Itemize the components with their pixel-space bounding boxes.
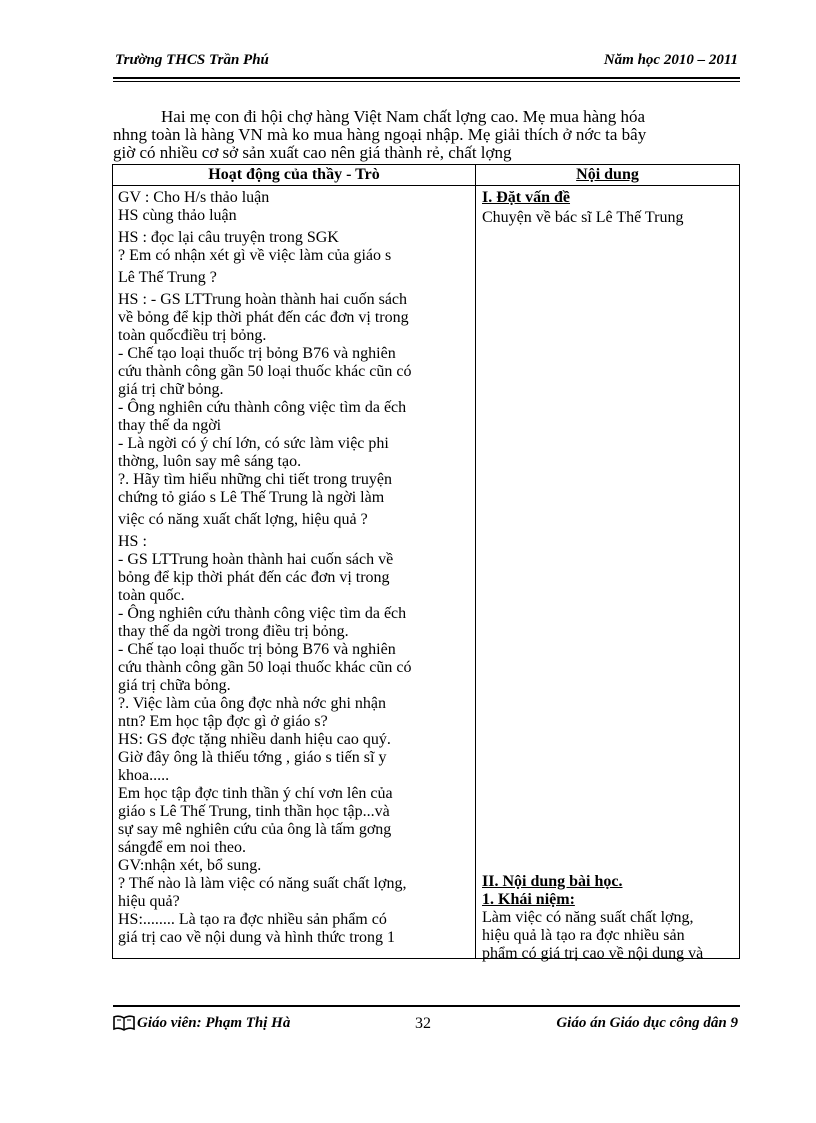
subject-title: Giáo án Giáo dục công dân 9 [556,1015,738,1031]
lesson-table [112,164,740,962]
activity-line: HS: GS đợc tặng nhiều danh hiệu cao quý. [118,731,391,748]
school-year: Năm học 2010 – 2011 [603,52,738,68]
activity-paragraph [118,229,470,265]
activity-line: GV : Cho H/s thảo luận [118,189,270,206]
intro-line: nhng toàn là hàng VN mà ko mua hàng ngoại nhập. Mẹ giải thích ở nớc ta bây [113,125,647,144]
activity-line: - Chế tạo loại thuốc trị bỏng B76 và nghiên [118,641,396,658]
activity-line: ? Em có nhận xét gì về việc làm của giáo s [118,247,392,264]
activity-line: thay thế da ngời [118,417,222,434]
activity-line: thờng, luôn say mê sáng tạo. [118,453,302,470]
col2-header: Nội dung [576,166,639,183]
activity-line: giá trị chữa bỏng. [118,677,231,694]
col1-header: Hoạt động của thầy - Trò [208,166,380,183]
activity-line: sự say mê nghiên cứu của ông là tấm gơng [118,821,392,838]
subsection-heading: 1. Khái niệm: [482,891,575,908]
page-header [113,52,740,74]
intro-line: Hai mẹ con đi hội chợ hàng Việt Nam chất lợng cao. Mẹ mua hàng hóa [161,107,646,126]
activity-line: về bỏng để kịp thời phát đến các đơn vị trong [118,309,409,326]
section-heading: II. Nội dung bài học. [482,873,623,890]
activity-line: giáo s Lê Thế Trung, tinh thần học tập...và [118,803,390,820]
activity-paragraph [118,533,470,947]
activity-line: Giờ đây ông là thiếu tớng , giáo s tiến sĩ y [118,749,387,766]
activity-paragraph [118,189,470,225]
activity-line: HS:........ Là tạo ra đợc nhiều sản phẩm có [118,911,387,928]
intro-paragraph [113,108,740,162]
activity-line: việc có năng xuất chất lợng, hiệu quả ? [118,511,368,528]
activity-line: ?. Hãy tìm hiểu những chi tiết trong truyện [118,471,392,488]
section-text: Chuyện về bác sĩ Lê Thế Trung [482,209,684,226]
page-number: 32 [415,1015,431,1032]
section-2 [482,873,737,963]
activity-line: GV:nhận xét, bổ sung. [118,857,262,874]
section-heading: I. Đặt vấn đề [482,189,571,206]
activity-paragraph [118,291,470,507]
activity-line: - Là ngời có ý chí lớn, có sức làm việc phi [118,435,389,452]
definition-line: Làm việc có năng suất chất lợng, [482,909,694,926]
activity-paragraph [118,511,470,529]
teacher-name [113,1015,290,1032]
activity-line: Lê Thế Trung ? [118,269,217,286]
page-footer [113,1005,740,1035]
activity-line: Em học tập đợc tinh thần ý chí vơn lên của [118,785,393,802]
activity-line: ? Thế nào là làm việc có năng suất chất lợng, [118,875,407,892]
activity-line: - Ông nghiên cứu thành công việc tìm da ếch [118,605,407,622]
teacher-text: Giáo viên: Phạm Thị Hà [137,1015,291,1031]
activity-line: hiệu quả? [118,893,180,910]
activity-line: - Ông nghiên cứu thành công việc tìm da ếch [118,399,407,416]
activity-line: cứu thành công gần 50 loại thuốc khác cũn có [118,363,412,380]
activity-line: - GS LTTrung hoàn thành hai cuốn sách về [118,551,394,568]
activity-line: HS : [118,533,147,550]
lesson-content [482,189,737,962]
activity-line: thay thế da ngời trong điều trị bỏng. [118,623,349,640]
activity-line: giá trị chữ bỏng. [118,381,224,398]
teacher-student-activities [118,189,470,947]
header-rule-thin [113,81,740,82]
activity-line: sángđể em noi theo. [118,839,246,856]
book-icon [113,1015,135,1031]
activity-line: giá trị cao về nội dung và hình thức trong 1 [118,929,396,946]
activity-line: ntn? Em học tập đợc gì ở giáo s? [118,713,328,730]
activity-line: khoa..... [118,767,170,784]
intro-line: giờ có nhiều cơ sở sản xuất cao nên giá thành rẻ, chất lợng [113,143,512,162]
definition-line: phẩm có giá trị cao về nội dung và [482,945,704,962]
activity-line: toàn quốcđiều trị bỏng. [118,327,267,344]
activity-line: toàn quốc. [118,587,185,604]
column-divider [475,165,476,958]
school-name: Trường THCS Trần Phú [115,52,269,68]
header-rule [113,77,740,79]
activity-line: HS : đọc lại câu truyện trong SGK [118,229,339,246]
activity-line: - Chế tạo loại thuốc trị bỏng B76 và nghiên [118,345,396,362]
activity-line: HS cùng thảo luận [118,207,237,224]
header-row-divider [113,185,739,186]
activity-line: chứng tỏ giáo s Lê Thế Trung là ngời làm [118,489,385,506]
activity-paragraph [118,269,470,287]
activity-line: HS : - GS LTTrung hoàn thành hai cuốn sách [118,291,408,308]
activity-line: bỏng để kịp thời phát đến các đơn vị trong [118,569,390,586]
activity-line: ?. Việc làm của ông đợc nhà nớc ghi nhận [118,695,387,712]
activity-line: cứu thành công gần 50 loại thuốc khác cũn có [118,659,412,676]
definition-line: hiệu quả là tạo ra đợc nhiều sản [482,927,685,944]
